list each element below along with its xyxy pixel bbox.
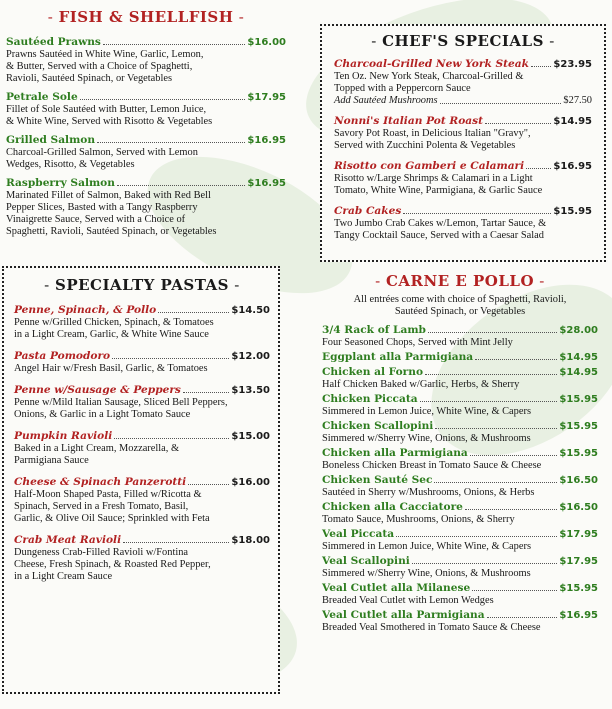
item-description: Simmered in Lemon Juice, White Wine, & Capers	[322, 406, 531, 417]
item-description: Fillet of Sole Sautéed with Butter, Lemon Juice, & White Wine, Served with Risotto & Vegetables	[6, 104, 213, 127]
menu-item	[6, 177, 286, 238]
item-description: Penne w/Grilled Chicken, Spinach, & Tomatoes in a Light Cream, Garlic, & White Wine Sauce	[14, 317, 214, 340]
menu-item	[322, 351, 598, 364]
item-name: Chicken alla Cacciatore	[322, 501, 463, 513]
item-price: $12.00	[231, 351, 270, 362]
item-description: Simmered in Lemon Juice, White Wine, & Capers	[322, 541, 531, 552]
menu-item	[14, 304, 270, 341]
item-price: $15.00	[231, 431, 270, 442]
item-price: $16.00	[247, 37, 286, 48]
item-name: Grilled Salmon	[6, 134, 96, 146]
item-description: Simmered w/Sherry Wine, Onions, & Mushrooms	[322, 568, 531, 579]
item-description: Baked in a Light Cream, Mozzarella, & Parmigiana Sauce	[14, 443, 180, 466]
item-name: Crab Meat Ravioli	[14, 534, 122, 546]
item-description: Risotto w/Large Shrimps & Calamari in a Light Tomato, White Wine, Parmigiana, & Garlic Sauce	[334, 173, 543, 196]
item-description: Boneless Chicken Breast in Tomato Sauce & Cheese	[322, 460, 542, 471]
item-name: Eggplant alla Parmigiana	[322, 351, 474, 363]
item-name: Sautéed Prawns	[6, 36, 101, 48]
item-name: Chicken alla Parmigiana	[322, 447, 468, 459]
item-price: $15.95	[559, 421, 598, 432]
item-name: Pasta Pomodoro	[14, 350, 111, 362]
menu-item	[14, 476, 270, 525]
menu-item	[322, 324, 598, 349]
item-description: Dungeness Crab-Filled Ravioli w/Fontina Cheese, Fresh Spinach, & Roasted Red Pepper, in a Light Cream Sauce	[14, 547, 211, 582]
item-name: Veal Piccata	[322, 528, 395, 540]
item-price: $28.00	[559, 325, 598, 336]
item-price: $14.50	[231, 305, 270, 316]
item-name: Charcoal-Grilled New York Steak	[334, 58, 529, 70]
item-description: Half-Moon Shaped Pasta, Filled w/Ricotta & Spinach, Served in a Fresh Tomato, Basil, Garlic, & Olive Oil Sauce; Sprinkled with Feta	[14, 489, 210, 524]
item-description: Penne w/Mild Italian Sausage, Sliced Bell Peppers, Onions, & Garlic in a Light Tomato Sauce	[14, 397, 228, 420]
item-price: $15.95	[559, 583, 598, 594]
item-price: $13.50	[231, 385, 270, 396]
item-name: Petrale Sole	[6, 91, 78, 103]
menu-item	[322, 474, 598, 499]
menu-item	[14, 534, 270, 583]
item-price: $23.95	[553, 59, 592, 70]
carne-section	[322, 272, 598, 634]
item-price: $16.50	[559, 502, 598, 513]
item-description: Tomato Sauce, Mushrooms, Onions, & Sherry	[322, 514, 515, 525]
item-name: Veal Cutlet alla Parmigiana	[322, 609, 485, 621]
item-price: $16.95	[247, 178, 286, 189]
item-name: Penne, Spinach, & Pollo	[14, 304, 157, 316]
menu-item	[322, 555, 598, 580]
item-price: $15.95	[559, 394, 598, 405]
item-price: $14.95	[559, 367, 598, 378]
item-price: $17.95	[559, 556, 598, 567]
item-description: Breaded Veal Smothered in Tomato Sauce & Cheese	[322, 622, 541, 633]
menu-item	[14, 350, 270, 375]
item-name: Nonni's Italian Pot Roast	[334, 115, 484, 127]
menu-item	[334, 115, 592, 152]
menu-item	[322, 582, 598, 607]
menu-item	[334, 58, 592, 107]
menu-item	[322, 393, 598, 418]
menu-item	[6, 91, 286, 128]
item-name: Crab Cakes	[334, 205, 402, 217]
item-name: Chicken Scallopini	[322, 420, 434, 432]
item-price: $15.95	[553, 206, 592, 217]
item-name: Veal Scallopini	[322, 555, 410, 567]
item-description: Prawns Sautéed in White Wine, Garlic, Lemon, & Butter, Served with a Choice of Spaghetti, Ravioli, Sautéed Spinach, or Vegetables	[6, 49, 204, 84]
item-description: Charcoal-Grilled Salmon, Served with Lemon Wedges, Risotto, & Vegetables	[6, 147, 198, 170]
menu-item	[6, 134, 286, 171]
item-price: $17.95	[559, 529, 598, 540]
item-price: $16.00	[231, 477, 270, 488]
item-description: Savory Pot Roast, in Delicious Italian "Gravy", Served with Zucchini Polenta & Vegetables	[334, 128, 531, 151]
item-price: $16.95	[247, 135, 286, 146]
menu-item	[6, 36, 286, 85]
item-name: Penne w/Sausage & Peppers	[14, 384, 181, 396]
menu-item	[322, 447, 598, 472]
specialty-pastas-box	[2, 266, 280, 694]
item-name: Chicken al Forno	[322, 366, 424, 378]
item-price: $16.95	[553, 161, 592, 172]
item-description: Angel Hair w/Fresh Basil, Garlic, & Tomatoes	[14, 363, 208, 374]
menu-item	[14, 430, 270, 467]
item-description: Two Jumbo Crab Cakes w/Lemon, Tartar Sauce, & Tangy Cocktail Sauce, Served with a Caesar Salad	[334, 218, 547, 241]
item-name: 3/4 Rack of Lamb	[322, 324, 426, 336]
menu-item	[334, 160, 592, 197]
item-description: Breaded Veal Cutlet with Lemon Wedges	[322, 595, 494, 606]
menu-item	[322, 501, 598, 526]
chefs-section-title: - CHEF'S SPECIALS -	[371, 32, 555, 50]
item-price: $16.95	[559, 610, 598, 621]
item-description: Sautéed in Sherry w/Mushrooms, Onions, & Herbs	[322, 487, 535, 498]
item-name: Cheese & Spinach Panzerotti	[14, 476, 187, 488]
menu-item	[14, 384, 270, 421]
item-description: Marinated Fillet of Salmon, Baked with Red Bell Pepper Slices, Basted with a Tangy Raspberry Vinaigrette Sauce, Served with a Choice of Spaghetti, Ravioli, Sautéed Spinach, or Vegetables	[6, 190, 217, 237]
item-name: Raspberry Salmon	[6, 177, 115, 189]
fish-section	[6, 8, 286, 238]
item-price: $14.95	[553, 116, 592, 127]
menu-item	[334, 205, 592, 242]
item-price: $17.95	[247, 92, 286, 103]
addon-price: $27.50	[563, 95, 592, 106]
item-description: Four Seasoned Chops, Served with Mint Jelly	[322, 337, 513, 348]
item-price: $18.00	[231, 535, 270, 546]
item-addon: Add Sautéed Mushrooms $27.50	[334, 95, 592, 106]
item-price: $14.95	[559, 352, 598, 363]
item-description: Ten Oz. New York Steak, Charcoal-Grilled & Topped with a Peppercorn Sauce	[334, 71, 524, 94]
menu-item	[322, 366, 598, 391]
pastas-section-title: - SPECIALTY PASTAS -	[44, 276, 240, 294]
menu-item	[322, 609, 598, 634]
item-name: Chicken Sauté Sec	[322, 474, 433, 486]
item-name: Chicken Piccata	[322, 393, 418, 405]
carne-section-title: - CARNE E POLLO -	[375, 272, 545, 290]
fish-section-title: - FISH & SHELLFISH -	[47, 8, 245, 26]
item-description: Half Chicken Baked w/Garlic, Herbs, & Sherry	[322, 379, 520, 390]
item-name: Pumpkin Ravioli	[14, 430, 113, 442]
menu-item	[322, 420, 598, 445]
item-description: Simmered w/Sherry Wine, Onions, & Mushrooms	[322, 433, 531, 444]
carne-note: All entrées come with choice of Spaghetti, Ravioli, Sautéed Spinach, or Vegetables	[353, 294, 567, 317]
menu-item	[322, 528, 598, 553]
item-price: $15.95	[559, 448, 598, 459]
item-name: Veal Cutlet alla Milanese	[322, 582, 471, 594]
chefs-specials-box	[320, 24, 606, 262]
item-price: $16.50	[559, 475, 598, 486]
item-name: Risotto con Gamberi e Calamari	[334, 160, 525, 172]
